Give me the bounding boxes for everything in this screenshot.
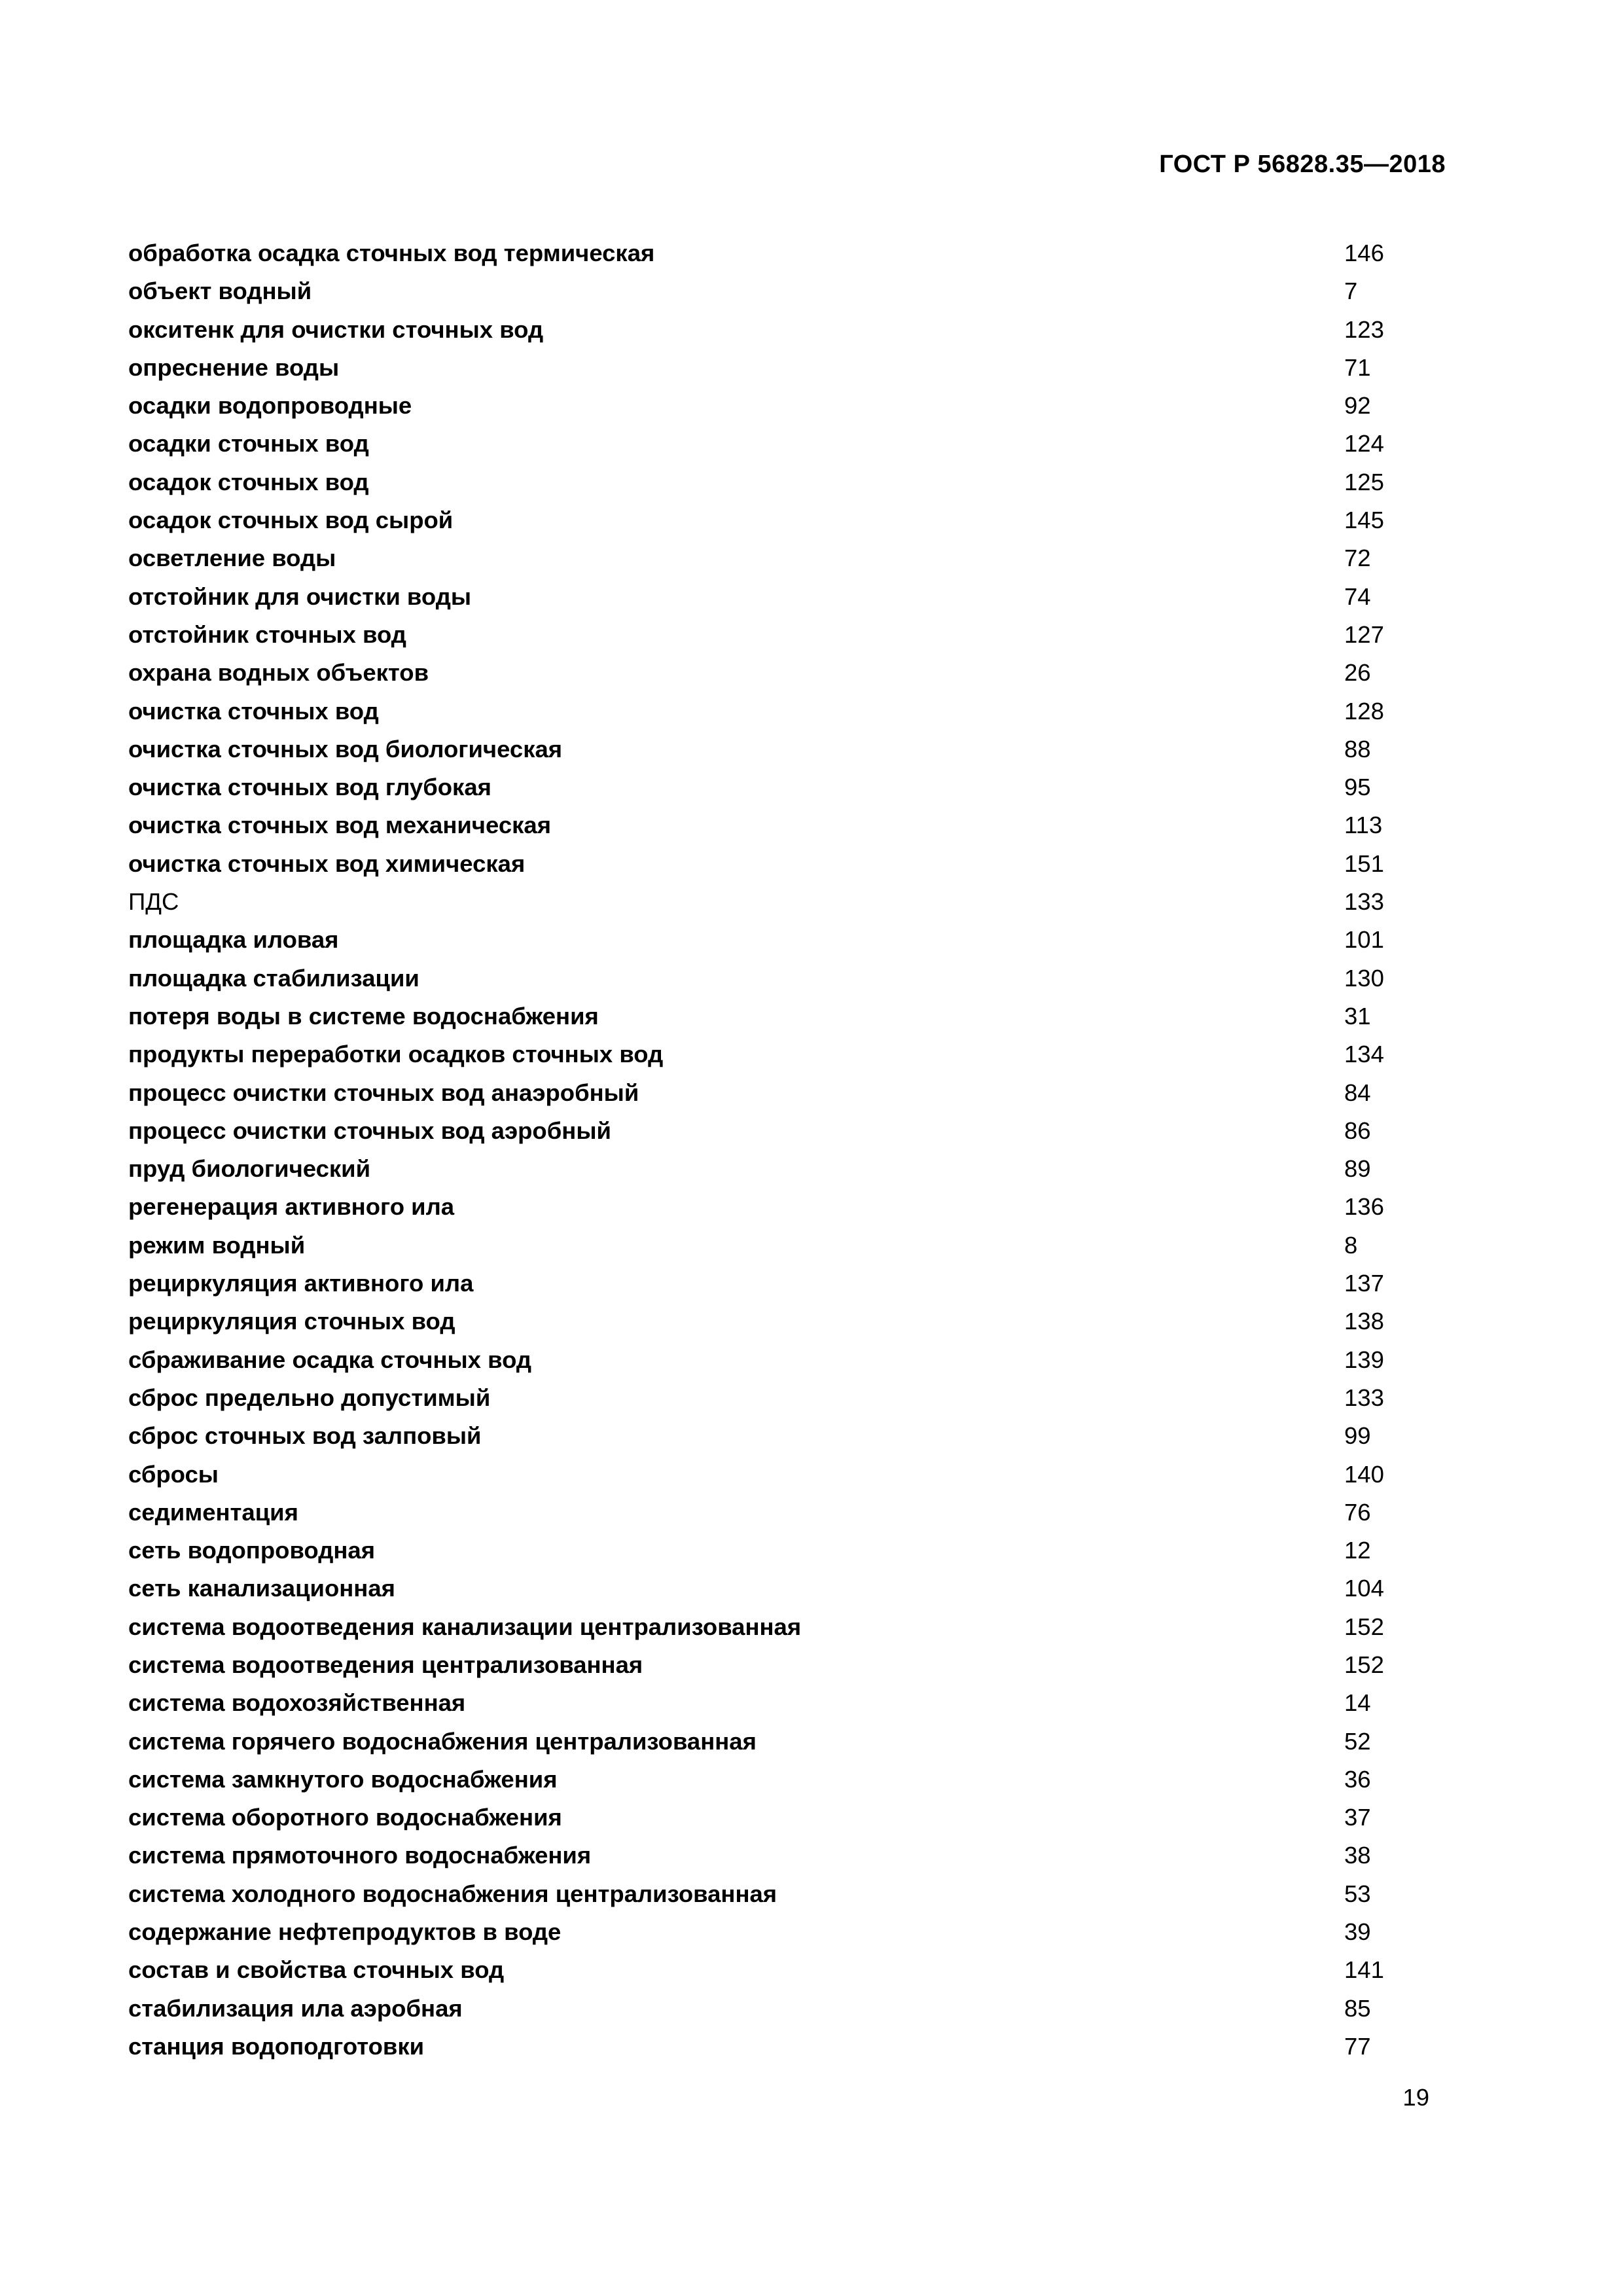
index-entry-row — [128, 1646, 1437, 1684]
index-term-number: 133 — [1344, 1384, 1384, 1411]
index-term: отстойник сточных вод — [128, 620, 406, 648]
index-term: система горячего водоснабжения централизованная — [128, 1727, 757, 1755]
index-term: осадок сточных вод сырой — [128, 507, 454, 534]
index-entry-row — [128, 425, 1437, 463]
index-term-number: 84 — [1344, 1079, 1371, 1106]
index-entry-row — [128, 1265, 1437, 1302]
index-entry-row — [128, 1074, 1437, 1112]
index-term: состав и свойства сточных вод — [128, 1956, 505, 1984]
index-term: станция водоподготовки — [128, 2032, 425, 2060]
index-entry-row — [128, 921, 1437, 959]
index-term-number: 141 — [1344, 1956, 1384, 1984]
index-term: площадка иловая — [128, 926, 339, 954]
index-term: потеря воды в системе водоснабжения — [128, 1002, 599, 1030]
index-term-number: 72 — [1344, 545, 1371, 572]
index-term-number: 152 — [1344, 1651, 1384, 1678]
index-term-number: 134 — [1344, 1041, 1384, 1068]
index-term: система водоотведения централизованная — [128, 1651, 643, 1678]
index-term: осветление воды — [128, 545, 336, 572]
index-term: рециркуляция сточных вод — [128, 1308, 455, 1335]
index-term: очистка сточных вод химическая — [128, 850, 526, 877]
document-code-header: ГОСТ Р 56828.35—2018 — [1159, 151, 1446, 178]
index-entry-row — [128, 883, 1437, 921]
index-entry-row — [128, 1227, 1437, 1265]
index-entry-row — [128, 1112, 1437, 1150]
index-term-number: 8 — [1344, 1231, 1358, 1259]
index-term: очистка сточных вод биологическая — [128, 735, 563, 762]
index-term-number: 12 — [1344, 1537, 1371, 1564]
index-term-number: 74 — [1344, 583, 1371, 610]
index-term-number: 92 — [1344, 392, 1371, 420]
index-entry-row — [128, 1379, 1437, 1417]
index-term: осадки сточных вод — [128, 430, 369, 457]
index-entry-row — [128, 501, 1437, 539]
index-term: объект водный — [128, 278, 312, 305]
index-term: содержание нефтепродуктов в воде — [128, 1918, 562, 1946]
index-term: регенерация активного ила — [128, 1193, 455, 1221]
index-term-number: 36 — [1344, 1765, 1371, 1793]
index-entry-row — [128, 578, 1437, 616]
index-entry-row — [128, 1417, 1437, 1455]
index-term: окситенк для очистки сточных вод — [128, 315, 544, 343]
index-term-number: 139 — [1344, 1346, 1384, 1373]
index-term-number: 145 — [1344, 507, 1384, 534]
index-entry-row — [128, 654, 1437, 692]
index-term-number: 95 — [1344, 774, 1371, 801]
index-term-number: 37 — [1344, 1804, 1371, 1831]
index-term-number: 53 — [1344, 1880, 1371, 1907]
index-term: ПДС — [128, 888, 179, 916]
index-term: осадки водопроводные — [128, 392, 412, 420]
index-entry-row — [128, 845, 1437, 883]
index-entry-row — [128, 730, 1437, 768]
index-entry-row — [128, 1302, 1437, 1340]
index-entry-row — [128, 997, 1437, 1035]
index-term: система оборотного водоснабжения — [128, 1804, 562, 1831]
index-term-number: 89 — [1344, 1155, 1371, 1183]
index-entry-row — [128, 1341, 1437, 1379]
index-entry-row — [128, 387, 1437, 425]
index-term: пруд биологический — [128, 1155, 371, 1183]
index-term: площадка стабилизации — [128, 964, 419, 992]
index-term: очистка сточных вод глубокая — [128, 774, 491, 801]
index-term-number: 128 — [1344, 697, 1384, 725]
index-term: сбросы — [128, 1460, 219, 1488]
index-entry-row — [128, 1761, 1437, 1799]
index-term: сброс предельно допустимый — [128, 1384, 491, 1411]
index-entry-row — [128, 692, 1437, 730]
index-entry-row — [128, 806, 1437, 844]
index-term-number: 39 — [1344, 1918, 1371, 1946]
index-entry-row — [128, 1188, 1437, 1226]
index-entry-row — [128, 272, 1437, 310]
index-term: процесс очистки сточных вод анаэробный — [128, 1079, 639, 1106]
index-entry-row — [128, 1913, 1437, 1951]
index-term-number: 101 — [1344, 926, 1384, 954]
index-term: стабилизация ила аэробная — [128, 1994, 463, 2022]
index-entry-row — [128, 1799, 1437, 1837]
index-entry-row — [128, 960, 1437, 997]
index-term-number: 86 — [1344, 1117, 1371, 1144]
index-entry-row — [128, 463, 1437, 501]
index-term: продукты переработки осадков сточных вод — [128, 1041, 664, 1068]
index-term: сброс сточных вод залповый — [128, 1422, 482, 1450]
index-entry-row — [128, 1456, 1437, 1494]
index-term-number: 125 — [1344, 468, 1384, 495]
index-term-number: 31 — [1344, 1002, 1371, 1030]
index-entry-row — [128, 311, 1437, 349]
index-term-number: 99 — [1344, 1422, 1371, 1450]
index-term-number: 85 — [1344, 1994, 1371, 2022]
index-entry-row — [128, 1684, 1437, 1722]
index-term-number: 151 — [1344, 850, 1384, 877]
index-term: система водохозяйственная — [128, 1689, 466, 1717]
index-term-number: 137 — [1344, 1270, 1384, 1297]
index-term: опреснение воды — [128, 353, 340, 381]
index-entry-row — [128, 1875, 1437, 1913]
index-term-number: 140 — [1344, 1460, 1384, 1488]
index-entry-row — [128, 539, 1437, 577]
index-entry-row — [128, 1532, 1437, 1570]
index-term: система холодного водоснабжения централизованная — [128, 1880, 777, 1907]
index-term: седиментация — [128, 1498, 298, 1526]
index-term-number: 71 — [1344, 353, 1371, 381]
index-term-number: 130 — [1344, 964, 1384, 992]
index-term: сеть водопроводная — [128, 1537, 376, 1564]
index-entry-row — [128, 768, 1437, 806]
index-term-number: 127 — [1344, 620, 1384, 648]
index-term-number: 113 — [1344, 812, 1383, 839]
index-term-number: 88 — [1344, 735, 1371, 762]
index-term-number: 138 — [1344, 1308, 1384, 1335]
index-entry-row — [128, 1951, 1437, 1989]
index-term-number: 152 — [1344, 1613, 1384, 1640]
index-term-number: 7 — [1344, 278, 1358, 305]
index-term-number: 146 — [1344, 240, 1384, 266]
index-entry-row — [128, 1570, 1437, 1607]
index-term: процесс очистки сточных вод аэробный — [128, 1117, 611, 1144]
index-entry-row — [128, 1837, 1437, 1874]
index-term: сеть канализационная — [128, 1575, 395, 1602]
index-term: система водоотведения канализации централизованная — [128, 1613, 802, 1640]
index-term-number: 124 — [1344, 430, 1384, 457]
index-term: очистка сточных вод — [128, 697, 379, 725]
index-entry-row — [128, 616, 1437, 654]
index-entry-row — [128, 1494, 1437, 1532]
index-term-number: 38 — [1344, 1842, 1371, 1869]
index-term: сбраживание осадка сточных вод — [128, 1346, 532, 1373]
alphabetical-term-index — [128, 234, 1437, 2066]
index-entry-row — [128, 2028, 1437, 2066]
index-term-number: 104 — [1344, 1575, 1384, 1602]
index-term: система замкнутого водоснабжения — [128, 1765, 558, 1793]
index-term-number: 123 — [1344, 315, 1384, 343]
index-entry-row — [128, 1150, 1437, 1188]
index-entry-row — [128, 1035, 1437, 1073]
index-term-number: 52 — [1344, 1727, 1371, 1755]
index-term: рециркуляция активного ила — [128, 1270, 474, 1297]
index-entry-row — [128, 1608, 1437, 1646]
index-term: система прямоточного водоснабжения — [128, 1842, 592, 1869]
index-term: обработка осадка сточных вод термическая — [128, 240, 655, 266]
index-term: очистка сточных вод механическая — [128, 812, 551, 839]
index-entry-row — [128, 1990, 1437, 2028]
index-term-number: 76 — [1344, 1498, 1371, 1526]
index-term: осадок сточных вод — [128, 468, 369, 495]
index-entry-row — [128, 234, 1437, 272]
index-term: отстойник для очистки воды — [128, 583, 472, 610]
index-entry-row — [128, 1723, 1437, 1761]
index-entry-row — [128, 349, 1437, 387]
index-term-number: 136 — [1344, 1193, 1384, 1221]
page-number: 19 — [1402, 2084, 1429, 2111]
index-term-number: 26 — [1344, 659, 1371, 687]
index-term: режим водный — [128, 1231, 306, 1259]
index-term-number: 77 — [1344, 2032, 1371, 2060]
index-term-number: 14 — [1344, 1689, 1371, 1717]
index-term: охрана водных объектов — [128, 659, 429, 687]
index-term-number: 133 — [1344, 888, 1384, 916]
